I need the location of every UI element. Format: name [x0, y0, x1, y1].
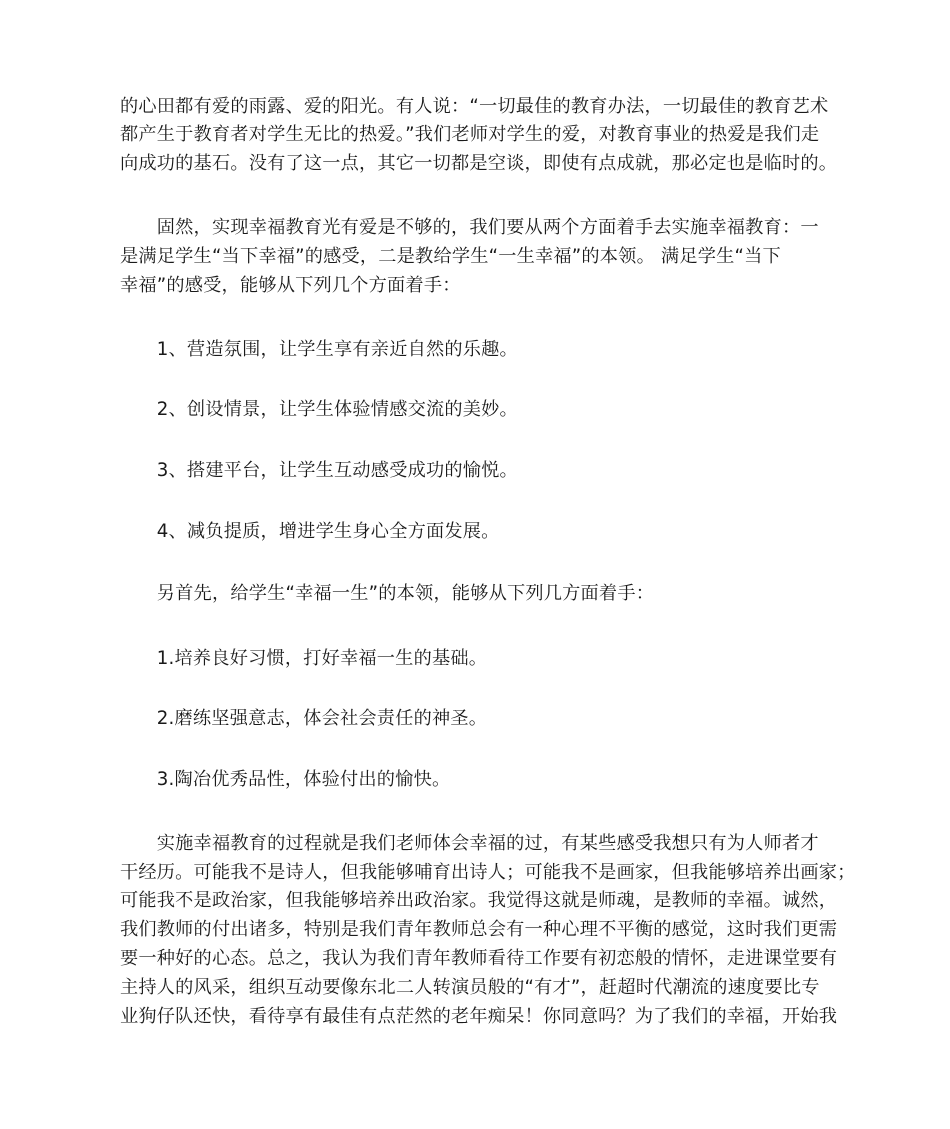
- paragraph-4-line-5: 要一种好的心态。总之，我认为我们青年教师看待工作要有初恋般的情怀，走进课堂要有: [120, 948, 838, 969]
- paragraph-2-line-1: 固然，实现幸福教育光有爱是不够的，我们要从两个方面着手去实施幸福教育：一: [120, 217, 819, 238]
- paragraph-4-line-4: 我们教师的付出诸多，特别是我们青年教师总会有一种心理不平衡的感觉，这时我们更需: [120, 919, 838, 940]
- list-b-item-3: 3.陶冶优秀品性，体验付出的愉快。: [120, 769, 451, 790]
- list-b-item-2: 2.磨练坚强意志，体会社会责任的神圣。: [120, 708, 488, 729]
- paragraph-1-line-1: 的心田都有爱的雨露、爱的阳光。有人说：“一切最佳的教育办法，一切最佳的教育艺术: [120, 96, 829, 117]
- paragraph-3: 另首先，给学生“幸福一生”的本领，能够从下列几方面着手：: [120, 583, 655, 604]
- list-a-item-2: 2、创设情景，让学生体验情感交流的美妙。: [120, 399, 518, 420]
- paragraph-4-line-3: 可能我不是政治家，但我能够培养出政治家。我觉得这就是师魂，是教师的幸福。诚然，: [120, 890, 838, 911]
- paragraph-4-line-6: 主持人的风采，组织互动要像东北二人转演员般的“有才”，赶超时代潮流的速度要比专: [120, 977, 820, 998]
- paragraph-1-line-2: 都产生于教育者对学生无比的热爱。”我们老师对学生的爱，对教育事业的热爱是我们走: [120, 124, 820, 145]
- list-a-item-4: 4、减负提质，增进学生身心全方面发展。: [120, 521, 500, 542]
- paragraph-4-line-7: 业狗仔队还快，看待享有最佳有点茫然的老年痴呆！你同意吗？为了我们的幸福，开始我: [120, 1006, 838, 1027]
- paragraph-4-line-2: 干经历。可能我不是诗人，但我能够哺育出诗人；可能我不是画家，但我能够培养出画家；: [120, 862, 856, 883]
- paragraph-4-line-1: 实施幸福教育的过程就是我们老师体会幸福的过，有某些感受我想只有为人师者才: [120, 833, 819, 854]
- list-a-item-1: 1、营造氛围，让学生享有亲近自然的乐趣。: [120, 339, 518, 360]
- paragraph-2-line-3: 幸福”的感受，能够从下列几个方面着手：: [120, 275, 461, 296]
- paragraph-1-line-3: 向成功的基石。没有了这一点，其它一切都是空谈，即使有点成就，那必定也是临时的。: [120, 153, 838, 174]
- paragraph-2-line-2: 是满足学生“当下幸福”的感受，二是教给学生“一生幸福”的本领。 满足学生“当下: [120, 246, 781, 267]
- list-b-item-1: 1.培养良好习惯，打好幸福一生的基础。: [120, 648, 488, 669]
- list-a-item-3: 3、搭建平台，让学生互动感受成功的愉悦。: [120, 460, 518, 481]
